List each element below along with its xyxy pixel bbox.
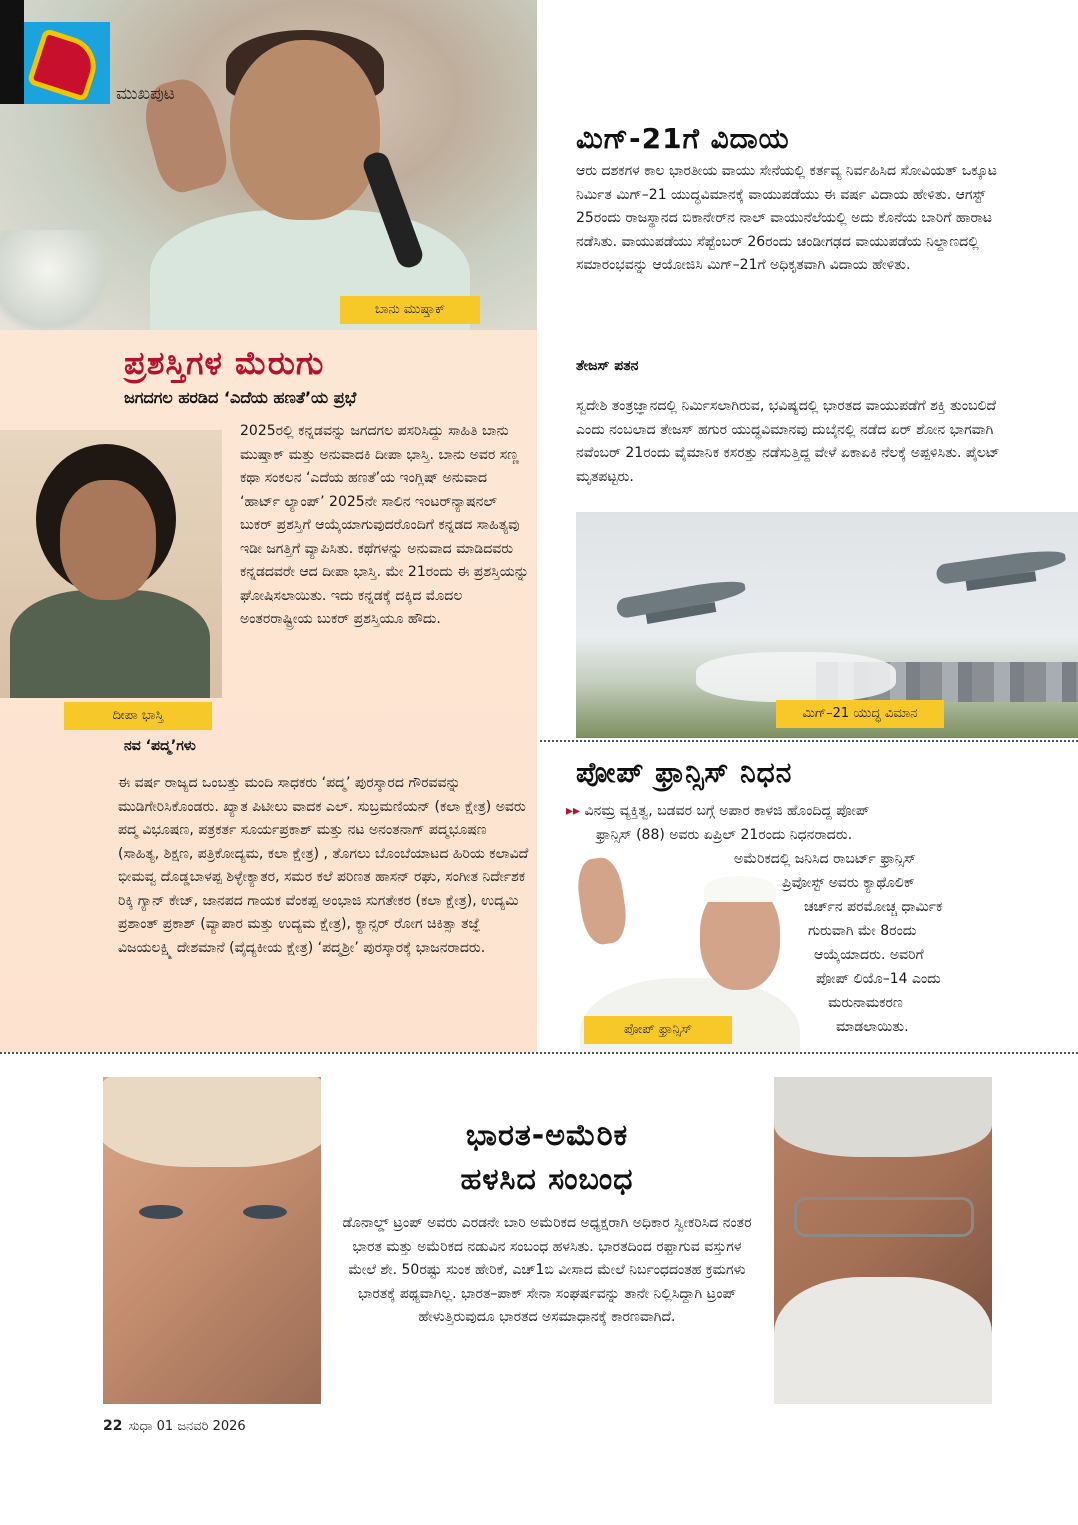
- pope-photo-caption: ಪೋಪ್ ಫ್ರಾನ್ಸಿಸ್: [584, 1016, 732, 1044]
- page-footer: [103, 1418, 246, 1434]
- double-arrow-icon: ▸▸: [566, 803, 581, 819]
- banu-photo-caption: ಬಾನು ಮುಷ್ತಾಕ್: [340, 296, 480, 324]
- section-label: ಮುಖಪುಟ: [116, 84, 175, 104]
- donald-trump-photo: [103, 1077, 321, 1404]
- tejas-heading: ತೇಜಸ್ ಪತನ: [576, 358, 639, 374]
- divider: [0, 1052, 1078, 1054]
- india-us-title-line2: ಹಳಸಿದ ಸಂಬಂಧ: [460, 1162, 634, 1197]
- padma-heading: ನವ ‘ಪದ್ಮ’ಗಳು: [124, 738, 196, 754]
- section-bar: [0, 0, 24, 104]
- deepa-photo-caption: ದೀಪಾ ಭಾಸ್ತಿ: [64, 702, 212, 730]
- pope-title: ಪೋಪ್ ಫ್ರಾನ್ಸಿಸ್ ನಿಧನ: [576, 756, 793, 789]
- pope-line: ಗುರುವಾಗಿ ಮೇ 8ರಂದು: [808, 923, 917, 939]
- padma-article-text: ಈ ವರ್ಷ ರಾಜ್ಯದ ಒಂಬತ್ತು ಮಂದಿ ಸಾಧಕರು ‘ಪದ್ಮ’ ಪುರಸ್ಕಾರದ ಗೌರವವನ್ನು ಮುಡಿಗೇರಿಸಿಕೊಂಡರು. ಖ್ಯಾತ ಪಿಟೀಲು ವಾದಕ ಎಲ್. ಸುಬ್ರಮಣಿಯನ್ (ಕಲಾ ಕ್ಷೇತ್ರ) ಅವರು ಪದ್ಮ ವಿಭೂಷಣ, ಪತ್ರಕರ್ತ ಸೂರ್ಯಪ್ರಕಾಶ್ ಮತ್ತು ನಟ ಅನಂತನಾಗ್ ಪದ್ಮಭೂಷಣ (ಸಾಹಿತ್ಯ, ಶಿಕ್ಷಣ, ಪತ್ರಿಕೋದ್ಯಮ, ಕಲಾ ಕ್ಷೇತ್ರ) , ತೊಗಲು ಬೊಂಬೆಯಾಟದ ಹಿರಿಯ ಕಲಾವಿದೆ ಭೀಮವ್ವ ದೊಡ್ಡಬಾಳಪ್ಪ ಶಿಳ್ಳೇಕ್ಯಾತರ, ಸಮರ ಕಲೆ ಪರಿಣತ ಹಾಸನ್ ರಘು, ಸಂಗೀತ ನಿರ್ದೇಶಕ ರಿಕ್ಕಿ ಗ್ಯಾನ್ ಕೇಜ್, ಜಾನಪದ ಗಾಯಕ ವೆಂಕಪ್ಪ ಅಂಭಾಜಿ ಸುಗತೇಕರ (ಕಲಾ ಕ್ಷೇತ್ರ), ಉದ್ಯಮಿ ಪ್ರಶಾಂತ್ ಪ್ರಕಾಶ್ (ವ್ಯಾಪಾರ ಮತ್ತು ಉದ್ಯಮ ಕ್ಷೇತ್ರ), ಕ್ಯಾನ್ಸರ್ ರೋಗ ಚಿಕಿತ್ಸಾ ತಜ್ಞೆ ವಿಜಯಲಕ್ಷ್ಮಿ ದೇಶಮಾನೆ (ವೈದ್ಯಕೀಯ ಕ್ಷೇತ್ರ) ‘ಪದ್ಮಶ್ರೀ’ ಪುರಸ್ಕಾರಕ್ಕೆ ಭಾಜನರಾದರು.: [118, 775, 529, 956]
- awards-title: ಪ್ರಶಸ್ತಿಗಳ ಮೆರುಗು: [124, 344, 325, 382]
- pope-line: ಫ್ರಾನ್ಸಿಸ್ (88) ಅವರು ಏಪ್ರಿಲ್ 21ರಂದು ನಿಧನರಾದರು.: [596, 827, 853, 843]
- india-us-title-line1: ಭಾರತ-ಅಮೆರಿಕ: [465, 1118, 629, 1153]
- pope-line: ಮರುನಾಮಕರಣ: [828, 995, 903, 1011]
- pope-line: ಅಮೆರಿಕದಲ್ಲಿ ಜನಿಸಿದ ರಾಬರ್ಟ್ ಫ್ರಾನ್ಸಿಸ್: [734, 851, 916, 867]
- divider: [540, 740, 1078, 742]
- booker-article-text: 2025ರಲ್ಲಿ ಕನ್ನಡವನ್ನು ಜಗದಗಲ ಪಸರಿಸಿದ್ದು ಸಾಹಿತಿ ಬಾನು ಮುಷ್ತಾಕ್ ಮತ್ತು ಅನುವಾದಕಿ ದೀಪಾ ಭಾಸ್ತಿ. ಬಾನು ಅವರ ಸಣ್ಣ ಕಥಾ ಸಂಕಲನ ‘ಎದೆಯ ಹಣತೆ’ಯ ಇಂಗ್ಲಿಷ್ ಅನುವಾದ ‘ಹಾರ್ಟ್ ಲ್ಯಾಂಪ್’ 2025ನೇ ಸಾಲಿನ ಇಂಟರ್‌ನ್ಯಾಷನಲ್ ಬುಕರ್ ಪ್ರಶಸ್ತಿಗೆ ಆಯ್ಕೆಯಾಗುವುದರೊಂದಿಗೆ ಕನ್ನಡದ ಸಾಹಿತ್ಯವು ಇಡೀ ಜಗತ್ತಿಗೆ ವ್ಯಾಪಿಸಿತು. ಕಥೆಗಳನ್ನು ಅನುವಾದ ಮಾಡಿದವರು ಕನ್ನಡದವರೇ ಆದ ದೀಪಾ ಭಾಸ್ತಿ. ಮೇ 21ರಂದು ಈ ಪ್ರಶಸ್ತಿಯನ್ನು ಘೋಷಿಸಲಾಯಿತು. ಇದು ಕನ್ನಡಕ್ಕೆ ದಕ್ಕಿದ ಮೊದಲ ಅಂತರರಾಷ್ಟ್ರೀಯ ಬುಕರ್ ಪ್ರಶಸ್ತಿಯೂ ಹೌದು.: [240, 423, 529, 627]
- narendra-modi-photo: [774, 1077, 992, 1404]
- deepa-bhasthi-photo: [0, 430, 222, 698]
- pope-line: ▸▸ ವಿನಮ್ರ ವ್ಯಕ್ತಿತ್ವ, ಬಡವರ ಬಗ್ಗೆ ಅಪಾರ ಕಾಳಜಿ ಹೊಂದಿದ್ದ ಪೋಪ್: [566, 803, 870, 819]
- issue-info: ಸುಧಾ 01 ಜನವರಿ 2026: [128, 1419, 246, 1434]
- jets-photo-caption: ಮಿಗ್–21 ಯುದ್ಧ ವಿಮಾನ: [776, 700, 944, 728]
- pope-line: ಪೋಪ್ ಲಿಯೊ–14 ಎಂದು: [816, 971, 941, 987]
- pope-line: ಮಾಡಲಾಯಿತು.: [836, 1019, 909, 1035]
- pope-line: ಚರ್ಚ್‌ನ ಪರಮೋಚ್ಚ ಧಾರ್ಮಿಕ: [804, 899, 943, 915]
- mig21-jets-photo: [576, 512, 1078, 738]
- mig-article-text: ಆರು ದಶಕಗಳ ಕಾಲ ಭಾರತೀಯ ವಾಯು ಸೇನೆಯಲ್ಲಿ ಕರ್ತವ್ಯ ನಿರ್ವಹಿಸಿದ ಸೋವಿಯತ್ ಒಕ್ಕೂಟ ನಿರ್ಮಿತ ಮಿಗ್–21 ಯುದ್ಧವಿಮಾನಕ್ಕೆ ವಾಯುಪಡೆಯು ಈ ವರ್ಷ ವಿದಾಯ ಹೇಳಿತು. ಆಗಸ್ಟ್ 25ರಂದು ರಾಜಸ್ಥಾನದ ಬಿಕಾನೇರ್‌ನ ನಾಲ್ ವಾಯುನೆಲೆಯಲ್ಲಿ ಅದು ಕೊನೆಯ ಬಾರಿಗೆ ಹಾರಾಟ ನಡೆಸಿತು. ವಾಯುಪಡೆಯು ಸೆಪ್ಟೆಂಬರ್ 26ರಂದು ಚಂಡೀಗಢದ ವಾಯುಪಡೆಯ ನಿಲ್ದಾಣದಲ್ಲಿ ಸಮಾರಂಭವನ್ನು ಆಯೋಜಿಸಿ ಮಿಗ್–21ಗೆ ಅಧಿಕೃತವಾಗಿ ವಿದಾಯ ಹೇಳಿತು.: [576, 163, 997, 273]
- awards-subtitle: ಜಗದಗಲ ಹರಡಿದ ‘ಎದೆಯ ಹಣತೆ’ಯ ಪ್ರಭೆ: [124, 388, 357, 407]
- pope-line: ಪ್ರಿವೋಸ್ಟ್ ಅವರು ಕ್ಯಾಥೊಲಿಕ್: [782, 875, 915, 891]
- pope-line: ಆಯ್ಕೆಯಾದರು. ಅವರಿಗೆ: [814, 947, 924, 963]
- mig-title: ಮಿಗ್-21ಗೆ ವಿದಾಯ: [576, 122, 790, 155]
- page-number: 22: [103, 1418, 123, 1434]
- tejas-article-text: ಸ್ವದೇಶಿ ತಂತ್ರಜ್ಞಾನದಲ್ಲಿ ನಿರ್ಮಿಸಲಾಗಿರುವ, ಭವಿಷ್ಯದಲ್ಲಿ ಭಾರತದ ವಾಯುಪಡೆಗೆ ಶಕ್ತಿ ತುಂಬಲಿದೆ ಎಂದು ನಂಬಲಾದ ತೇಜಸ್ ಹಗುರ ಯುದ್ಧವಿಮಾನವು ದುಬೈನಲ್ಲಿ ನಡೆದ ಏರ್ ಶೋನ ಭಾಗವಾಗಿ ನವೆಂಬರ್ 21ರಂದು ವೈಮಾನಿಕ ಕಸರತ್ತು ನಡೆಸುತ್ತಿದ್ದ ವೇಳೆ ಏಕಾಏಕಿ ನೆಲಕ್ಕೆ ಅಪ್ಪಳಿಸಿತು. ಪೈಲಟ್ ಮೃತಪಟ್ಟರು.: [576, 398, 1000, 485]
- magazine-logo-icon: [24, 22, 110, 104]
- india-us-article-text: ಡೊನಾಲ್ಡ್ ಟ್ರಂಪ್ ಅವರು ಎರಡನೇ ಬಾರಿ ಅಮೆರಿಕದ ಅಧ್ಯಕ್ಷರಾಗಿ ಅಧಿಕಾರ ಸ್ವೀಕರಿಸಿದ ನಂತರ ಭಾರತ ಮತ್ತು ಅಮೆರಿಕದ ನಡುವಿನ ಸಂಬಂಧ ಹಳಸಿತು. ಭಾರತದಿಂದ ರಫ್ತಾಗುವ ವಸ್ತುಗಳ ಮೇಲೆ ಶೇ. 50ರಷ್ಟು ಸುಂಕ ಹೇರಿಕೆ, ಎಚ್1ಬಿ ವೀಸಾದ ಮೇಲೆ ನಿರ್ಬಂಧದಂತಹ ಕ್ರಮಗಳು ಭಾರತಕ್ಕೆ ಪಥ್ಯವಾಗಿಲ್ಲ. ಭಾರತ–ಪಾಕ್ ಸೇನಾ ಸಂಘರ್ಷವನ್ನು ತಾನೇ ನಿಲ್ಲಿಸಿದ್ದಾಗಿ ಟ್ರಂಪ್ ಹೇಳುತ್ತಿರುವುದೂ ಭಾರತದ ಅಸಮಾಧಾನಕ್ಕೆ ಕಾರಣವಾಗಿದೆ.: [342, 1215, 752, 1325]
